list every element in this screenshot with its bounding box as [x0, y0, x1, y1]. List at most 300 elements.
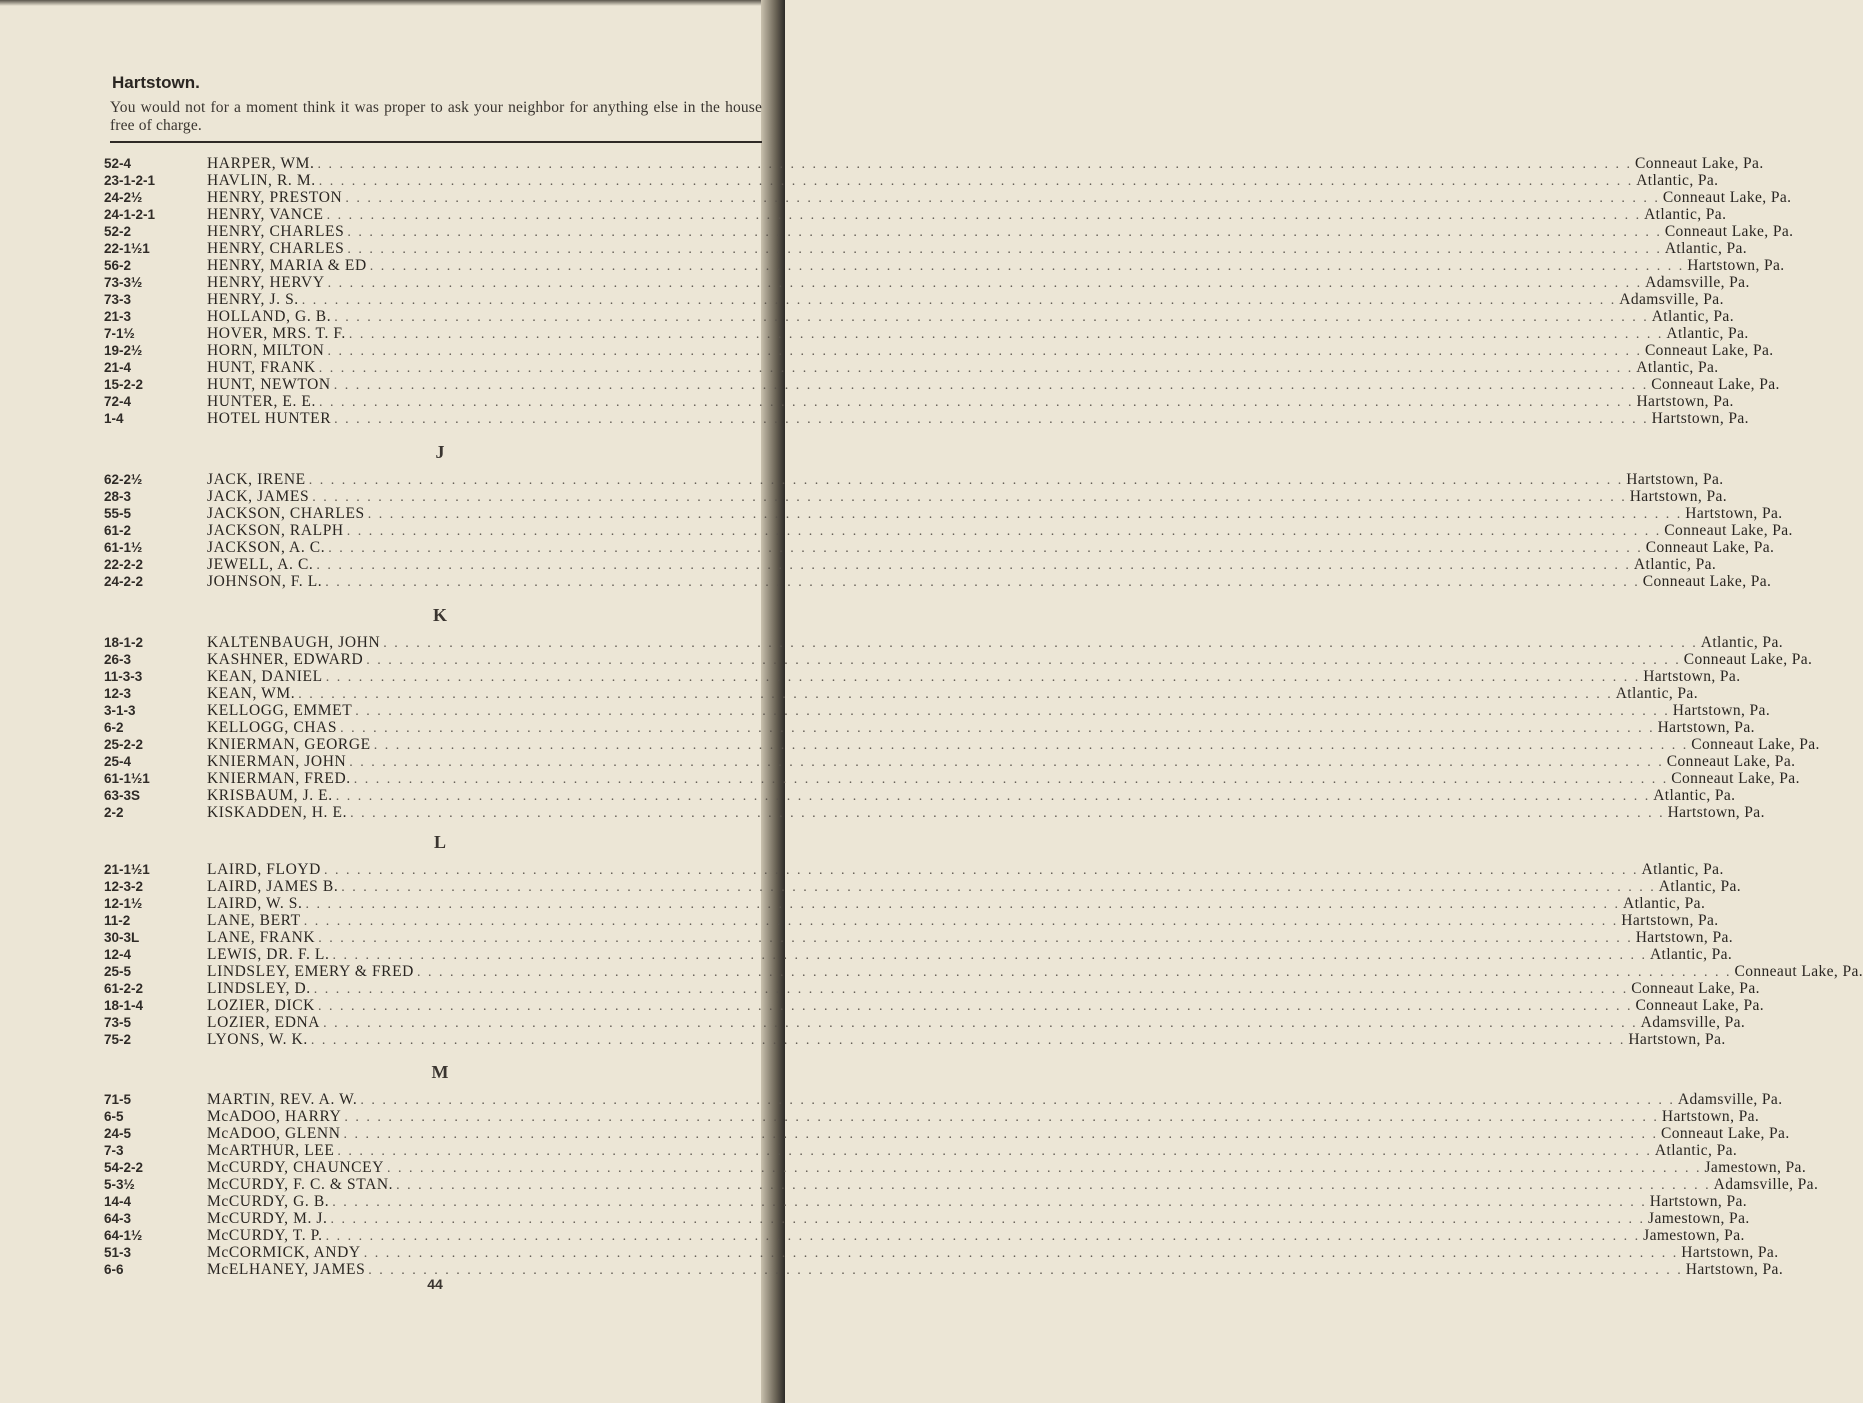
listing-place: Conneaut Lake, Pa.	[1644, 342, 1774, 359]
listing-name: JACK, IRENE	[207, 471, 306, 488]
listing-place: Jamestown, Pa.	[1648, 1210, 1750, 1227]
listing-name: KEAN, WM.	[207, 685, 296, 702]
listing-name: McCURDY, F. C. & STAN.	[207, 1176, 394, 1193]
listing-place: Hartstown, Pa.	[1643, 668, 1741, 685]
listing-row	[0, 155, 1764, 172]
leader-dots: . . . . . . . . . . . . . . . . . . . . . . . . . . . . . . . . . . . . . . . . . . . . . . . . . . . . . . . . . . . . . . . . . . . . . . . . . . . . . . . . . . . . . . . . . . . . . . . . . . . . . . . . . . . . . . . . . . . . . . . .	[373, 738, 1689, 753]
listing-code: 28-3	[104, 489, 132, 504]
listing-row	[0, 505, 1783, 522]
listing-place: Conneaut Lake, Pa.	[1661, 1125, 1790, 1142]
listing-name: McCORMICK, ANDY	[207, 1244, 361, 1261]
listing-code: 61-1½1	[104, 771, 150, 786]
leader-dots: . . . . . . . . . . . . . . . . . . . . . . . . . . . . . . . . . . . . . . . . . . . . . . . . . . . . . . . . . . . . . . . . . . . . . . . . . . . . . . . . . . . . . . . . . . . . . . . . . . . . . . . . . . . . . . . . . . . . . . . .	[312, 490, 1627, 505]
listing-name: LAIRD, W. S.	[207, 895, 303, 912]
listing-name-column	[207, 736, 1820, 753]
listing-row	[0, 376, 1780, 393]
listing-place: Conneaut Lake, Pa.	[1642, 573, 1772, 590]
listing-place: Conneaut Lake, Pa.	[1666, 753, 1796, 770]
leader-dots: . . . . . . . . . . . . . . . . . . . . . . . . . . . . . . . . . . . . . . . . . . . . . . . . . . . . . . . . . . . . . . . . . . . . . . . . . . . . . . . . . . . . . . . . . . . . . . . . . . . . . . . . . . . . . . . . . . . . . . . .	[343, 1127, 1659, 1142]
listing-code: 26-3	[104, 652, 132, 667]
listing-name: KASHNER, EDWARD	[207, 651, 364, 668]
listing-row	[0, 685, 1698, 702]
listing-name-column	[207, 980, 1760, 997]
listing-row	[0, 257, 1785, 274]
listing-name: HUNT, FRANK	[207, 359, 316, 376]
leader-dots: . . . . . . . . . . . . . . . . . . . . . . . . . . . . . . . . . . . . . . . . . . . . . . . . . . . . . . . . . . . . . . . . . . . . . . . . . . . . . . . . . . . . . . . . . . . . . . . . . . . . . . . . . . . . . . . . . . . . . . . .	[308, 473, 1624, 488]
listing-row	[0, 189, 1792, 206]
leader-dots: . . . . . . . . . . . . . . . . . . . . . . . . . . . . . . . . . . . . . . . . . . . . . . . . . . . . . . . . . . . . . . . . . . . . . . . . . . . . . . . . . . . . . . . . . . . . . . . . . . . . . . . . . . . . . . . . . . . . . . . .	[335, 789, 1651, 804]
listing-name: KELLOGG, CHAS	[207, 719, 338, 736]
listing-name: McCURDY, CHAUNCEY	[207, 1159, 384, 1176]
listing-name: JACKSON, RALPH	[207, 522, 344, 539]
listing-row	[0, 963, 1863, 980]
listing-name-column	[207, 257, 1785, 274]
listing-place: Hartstown, Pa.	[1629, 488, 1728, 505]
listing-place: Hartstown, Pa.	[1621, 912, 1719, 929]
listing-name: McCURDY, M. J.	[207, 1210, 328, 1227]
listing-row	[0, 1193, 1748, 1210]
listing-name-column	[207, 393, 1734, 410]
listing-place: Hartstown, Pa.	[1649, 1193, 1748, 1210]
listing-code: 22-2-2	[104, 557, 144, 572]
listing-place: Adamsville, Pa.	[1619, 291, 1724, 308]
listing-code: 22-1½1	[104, 241, 150, 256]
listing-place: Atlantic, Pa.	[1651, 308, 1734, 325]
leader-dots: . . . . . . . . . . . . . . . . . . . . . . . . . . . . . . . . . . . . . . . . . . . . . . . . . . . . . . . . . . . . . . . . . . . . . . . . . . . . . . . . . . . . . . . . . . . . . . . . . . . . . . . . . . . . . . . . . . . . . . . .	[318, 395, 1634, 410]
listing-name: LINDSLEY, D.	[207, 980, 311, 997]
listing-name-column	[207, 1091, 1783, 1108]
listing-name: McCURDY, T. P.	[207, 1227, 323, 1244]
listing-name: HENRY, MARIA & ED	[207, 257, 367, 274]
listing-name-column	[207, 1125, 1790, 1142]
listing-name: LANE, BERT	[207, 912, 301, 929]
listing-row	[0, 878, 1742, 895]
page-top-edge	[0, 0, 785, 6]
listing-code: 12-3-2	[104, 879, 144, 894]
listing-code: 6-5	[104, 1109, 124, 1124]
listing-name-column	[207, 172, 1719, 189]
listing-name: HUNT, NEWTON	[207, 376, 331, 393]
listing-name: HENRY, HERVY	[207, 274, 325, 291]
listing-code: 61-2	[104, 523, 132, 538]
listing-code: 52-4	[104, 156, 132, 171]
listing-name: LAIRD, FLOYD	[207, 861, 321, 878]
listing-name-column	[207, 1244, 1779, 1261]
listing-row	[0, 1227, 1745, 1244]
listing-row	[0, 929, 1734, 946]
leader-dots: . . . . . . . . . . . . . . . . . . . . . . . . . . . . . . . . . . . . . . . . . . . . . . . . . . . . . . . . . . . . . . . . . . . . . . . . . . . . . . . . . . . . . . . . . . . . . . . . . . . . . . . . . . . . . . . . . . . . . . . .	[369, 259, 1685, 274]
listing-row	[0, 1125, 1790, 1142]
listing-code: 54-2-2	[104, 1160, 144, 1175]
leader-dots: . . . . . . . . . . . . . . . . . . . . . . . . . . . . . . . . . . . . . . . . . . . . . . . . . . . . . . . . . . . . . . . . . . . . . . . . . . . . . . . . . . . . . . . . . . . . . . . . . . . . . . . . . . . . . . . . . . . . . . . .	[325, 670, 1641, 685]
listing-code: 25-4	[104, 754, 132, 769]
listing-place: Atlantic, Pa.	[1658, 878, 1742, 895]
listing-name: McARTHUR, LEE	[207, 1142, 335, 1159]
leader-dots: . . . . . . . . . . . . . . . . . . . . . . . . . . . . . . . . . . . . . . . . . . . . . . . . . . . . . . . . . . . . . . . . . . . . . . . . . . . . . . . . . . . . . . . . . . . . . . . . . . . . . . . . . . . . . . . . . . . . . . . .	[344, 1110, 1659, 1125]
listing-name-column	[207, 787, 1736, 804]
page-number: 44	[427, 1276, 443, 1292]
listing-row	[0, 539, 1775, 556]
listing-row	[0, 522, 1793, 539]
listing-name-column	[207, 308, 1734, 325]
listing-name: JACKSON, CHARLES	[207, 505, 365, 522]
listing-row	[0, 753, 1796, 770]
listing-name-column	[207, 376, 1780, 393]
listing-name: LEWIS, DR. F. L.	[207, 946, 330, 963]
listing-row	[0, 895, 1706, 912]
leader-dots: . . . . . . . . . . . . . . . . . . . . . . . . . . . . . . . . . . . . . . . . . . . . . . . . . . . . . . . . . . . . . . . . . . . . . . . . . . . . . . . . . . . . . . . . . . . . . . . . . . . . . . . . . . . . . . . . . . . . . . . .	[355, 704, 1670, 719]
leader-dots: . . . . . . . . . . . . . . . . . . . . . . . . . . . . . . . . . . . . . . . . . . . . . . . . . . . . . . . . . . . . . . . . . . . . . . . . . . . . . . . . . . . . . . . . . . . . . . . . . . . . . . . . . . . . . . . . . . . . . . . .	[386, 1161, 1702, 1176]
listing-place: Hartstown, Pa.	[1626, 471, 1724, 488]
listing-place: Atlantic, Pa.	[1633, 556, 1717, 573]
listing-row	[0, 980, 1760, 997]
listing-row	[0, 702, 1771, 719]
listing-place: Hartstown, Pa.	[1636, 393, 1734, 410]
listing-place: Hartstown, Pa.	[1685, 1261, 1784, 1278]
listing-name-column	[207, 651, 1813, 668]
listing-code: 73-5	[104, 1015, 132, 1030]
listing-name: McELHANEY, JAMES	[207, 1261, 366, 1278]
listing-name-column	[207, 488, 1728, 505]
listing-row	[0, 1210, 1750, 1227]
listing-name: HENRY, CHARLES	[207, 240, 345, 257]
listing-name-column	[207, 505, 1783, 522]
listing-name-column	[207, 963, 1863, 980]
listing-name-column	[207, 359, 1719, 376]
listing-code: 72-4	[104, 394, 132, 409]
listing-name-column	[207, 878, 1742, 895]
listing-code: 15-2-2	[104, 377, 144, 392]
leader-dots: . . . . . . . . . . . . . . . . . . . . . . . . . . . . . . . . . . . . . . . . . . . . . . . . . . . . . . . . . . . . . . . . . . . . . . . . . . . . . . . . . . . . . . . . . . . . . . . . . . . . . . . . . . . . . . . . . . . . . . . .	[301, 293, 1617, 308]
leader-dots: . . . . . . . . . . . . . . . . . . . . . . . . . . . . . . . . . . . . . . . . . . . . . . . . . . . . . . . . . . . . . . . . . . . . . . . . . . . . . . . . . . . . . . . . . . . . . . . . . . . . . . . . . . . . . . . . . . . . . . . .	[325, 575, 1640, 590]
listing-place: Hartstown, Pa.	[1657, 719, 1755, 736]
listing-code: 30-3L	[104, 930, 140, 945]
listing-name: HENRY, VANCE	[207, 206, 324, 223]
leader-dots: . . . . . . . . . . . . . . . . . . . . . . . . . . . . . . . . . . . . . . . . . . . . . . . . . . . . . . . . . . . . . . . . . . . . . . . . . . . . . . . . . . . . . . . . . . . . . . . . . . . . . . . . . . . . . . . . . . . . . . . .	[340, 721, 1655, 736]
listing-place: Atlantic, Pa.	[1700, 634, 1784, 651]
listing-name: HORN, MILTON	[207, 342, 325, 359]
listing-name-column	[207, 719, 1755, 736]
leader-dots: . . . . . . . . . . . . . . . . . . . . . . . . . . . . . . . . . . . . . . . . . . . . . . . . . . . . . . . . . . . . . . . . . . . . . . . . . . . . . . . . . . . . . . . . . . . . . . . . . . . . . . . . . . . . . . . . . . . . . . . .	[349, 755, 1664, 770]
listing-code: 2-2	[104, 805, 124, 820]
listing-name-column	[207, 522, 1793, 539]
listing-name-column	[207, 1142, 1738, 1159]
listing-row	[0, 573, 1772, 590]
listing-row	[0, 1091, 1783, 1108]
listing-name-column	[207, 861, 1724, 878]
listing-name-column	[207, 668, 1741, 685]
listing-name-column	[207, 770, 1800, 787]
listing-code: 23-1-2-1	[104, 173, 156, 188]
leader-dots: . . . . . . . . . . . . . . . . . . . . . . . . . . . . . . . . . . . . . . . . . . . . . . . . . . . . . . . . . . . . . . . . . . . . . . . . . . . . . . . . . . . . . . . . . . . . . . . . . . . . . . . . . . . . . . . . . . . . . . . .	[348, 327, 1664, 342]
listing-row	[0, 556, 1717, 573]
listing-code: 73-3	[104, 292, 132, 307]
listing-name: KRISBAUM, J. E.	[207, 787, 333, 804]
section-letter: L	[433, 832, 446, 852]
leader-dots: . . . . . . . . . . . . . . . . . . . . . . . . . . . . . . . . . . . . . . . . . . . . . . . . . . . . . . . . . . . . . . . . . . . . . . . . . . . . . . . . . . . . . . . . . . . . . . . . . . . . . . . . . . . . . . . . . . . . . . . .	[326, 208, 1642, 223]
listing-row	[0, 410, 1749, 427]
listing-place: Conneaut Lake, Pa.	[1635, 155, 1764, 172]
listing-row	[0, 997, 1765, 1014]
leader-dots: . . . . . . . . . . . . . . . . . . . . . . . . . . . . . . . . . . . . . . . . . . . . . . . . . . . . . . . . . . . . . . . . . . . . . . . . . . . . . . . . . . . . . . . . . . . . . . . . . . . . . . . . . . . . . . . . . . . . . . . .	[317, 999, 1633, 1014]
leader-dots: . . . . . . . . . . . . . . . . . . . . . . . . . . . . . . . . . . . . . . . . . . . . . . . . . . . . . . . . . . . . . . . . . . . . . . . . . . . . . . . . . . . . . . . . . . . . . . . . . . . . . . . . . . . . . . . . . . . . . . . .	[341, 880, 1656, 895]
listing-name-column	[207, 895, 1706, 912]
listing-name-column	[207, 1014, 1746, 1031]
listing-name: KNIERMAN, GEORGE	[207, 736, 371, 753]
listing-code: 6-2	[104, 720, 124, 735]
leader-dots: . . . . . . . . . . . . . . . . . . . . . . . . . . . . . . . . . . . . . . . . . . . . . . . . . . . . . . . . . . . . . . . . . . . . . . . . . . . . . . . . . . . . . . . . . . . . . . . . . . . . . . . . . . . . . . . . . . . . . . . .	[367, 507, 1683, 522]
leader-dots: . . . . . . . . . . . . . . . . . . . . . . . . . . . . . . . . . . . . . . . . . . . . . . . . . . . . . . . . . . . . . . . . . . . . . . . . . . . . . . . . . . . . . . . . . . . . . . . . . . . . . . . . . . . . . . . . . . . . . . . .	[366, 653, 1681, 668]
leader-dots: . . . . . . . . . . . . . . . . . . . . . . . . . . . . . . . . . . . . . . . . . . . . . . . . . . . . . . . . . . . . . . . . . . . . . . . . . . . . . . . . . . . . . . . . . . . . . . . . . . . . . . . . . . . . . . . . . . . . . . . .	[350, 806, 1665, 821]
listing-row	[0, 488, 1728, 505]
leader-dots: . . . . . . . . . . . . . . . . . . . . . . . . . . . . . . . . . . . . . . . . . . . . . . . . . . . . . . . . . . . . . . . . . . . . . . . . . . . . . . . . . . . . . . . . . . . . . . . . . . . . . . . . . . . . . . . . . . . . . . . .	[327, 344, 1642, 359]
section-letter: M	[431, 1062, 449, 1082]
listing-code: 12-1½	[104, 896, 143, 911]
listing-place: Jamestown, Pa.	[1643, 1227, 1745, 1244]
listing-name-column	[207, 912, 1719, 929]
listing-place: Atlantic, Pa.	[1666, 325, 1749, 342]
listing-code: 25-2-2	[104, 737, 144, 752]
listing-place: Jamestown, Pa.	[1704, 1159, 1807, 1176]
listing-name: JEWELL, A. C.	[207, 556, 314, 573]
listing-place: Conneaut Lake, Pa.	[1645, 539, 1775, 556]
listing-code: 71-5	[104, 1092, 132, 1107]
leader-dots: . . . . . . . . . . . . . . . . . . . . . . . . . . . . . . . . . . . . . . . . . . . . . . . . . . . . . . . . . . . . . . . . . . . . . . . . . . . . . . . . . . . . . . . . . . . . . . . . . . . . . . . . . . . . . . . . . . . . . . . .	[327, 276, 1643, 291]
leader-dots: . . . . . . . . . . . . . . . . . . . . . . . . . . . . . . . . . . . . . . . . . . . . . . . . . . . . . . . . . . . . . . . . . . . . . . . . . . . . . . . . . . . . . . . . . . . . . . . . . . . . . . . . . . . . . . . . . . . . . . . .	[313, 982, 1629, 997]
leader-dots: . . . . . . . . . . . . . . . . . . . . . . . . . . . . . . . . . . . . . . . . . . . . . . . . . . . . . . . . . . . . . . . . . . . . . . . . . . . . . . . . . . . . . . . . . . . . . . . . . . . . . . . . . . . . . . . . . . . . . . . .	[318, 361, 1634, 376]
listing-place: Conneaut Lake, Pa.	[1683, 651, 1813, 668]
listing-name-column	[207, 573, 1772, 590]
listing-place: Atlantic, Pa.	[1636, 359, 1719, 376]
listing-name-column	[207, 929, 1734, 946]
leader-dots: . . . . . . . . . . . . . . . . . . . . . . . . . . . . . . . . . . . . . . . . . . . . . . . . . . . . . . . . . . . . . . . . . . . . . . . . . . . . . . . . . . . . . . . . . . . . . . . . . . . . . . . . . . . . . . . . . . . . . . . .	[323, 863, 1639, 878]
listing-place: Hartstown, Pa.	[1628, 1031, 1726, 1048]
listing-name: KISKADDEN, H. E.	[207, 804, 348, 821]
listing-code: 14-4	[104, 1194, 132, 1209]
listing-code: 25-5	[104, 964, 132, 979]
listing-row	[0, 1031, 1726, 1048]
listing-code: 64-1½	[104, 1228, 143, 1243]
listing-name-column	[207, 223, 1794, 240]
listing-place: Conneaut Lake, Pa.	[1664, 522, 1793, 539]
leader-dots: . . . . . . . . . . . . . . . . . . . . . . . . . . . . . . . . . . . . . . . . . . . . . . . . . . . . . . . . . . . . . . . . . . . . . . . . . . . . . . . . . . . . . . . . . . . . . . . . . . . . . . . . . . . . . . . . . . . . . . . .	[333, 378, 1649, 393]
listing-name: JOHNSON, F. L.	[207, 573, 323, 590]
listing-code: 21-1½1	[104, 862, 150, 877]
listing-place: Hartstown, Pa.	[1667, 804, 1765, 821]
listing-place: Hartstown, Pa.	[1635, 929, 1734, 946]
listing-row	[0, 1176, 1819, 1193]
section-letter: J	[435, 442, 445, 462]
listing-name: KEAN, DANIEL	[207, 668, 323, 685]
listing-name-column	[207, 702, 1771, 719]
listing-name-column	[207, 1210, 1750, 1227]
listing-name: McCURDY, G. B.	[207, 1193, 330, 1210]
listing-place: Adamsville, Pa.	[1645, 274, 1750, 291]
listing-row	[0, 804, 1765, 821]
leader-dots: . . . . . . . . . . . . . . . . . . . . . . . . . . . . . . . . . . . . . . . . . . . . . . . . . . . . . . . . . . . . . . . . . . . . . . . . . . . . . . . . . . . . . . . . . . . . . . . . . . . . . . . . . . . . . . . . . . . . . . . .	[330, 1212, 1646, 1227]
listing-name-column	[207, 189, 1792, 206]
leader-dots: . . . . . . . . . . . . . . . . . . . . . . . . . . . . . . . . . . . . . . . . . . . . . . . . . . . . . . . . . . . . . . . . . . . . . . . . . . . . . . . . . . . . . . . . . . . . . . . . . . . . . . . . . . . . . . . . . . . . . . . .	[368, 1263, 1683, 1278]
listing-place: Hartstown, Pa.	[1672, 702, 1771, 719]
leader-dots: . . . . . . . . . . . . . . . . . . . . . . . . . . . . . . . . . . . . . . . . . . . . . . . . . . . . . . . . . . . . . . . . . . . . . . . . . . . . . . . . . . . . . . . . . . . . . . . . . . . . . . . . . . . . . . . . . . . . . . . .	[383, 636, 1698, 651]
notice-text: You would not for a moment think it was proper to ask your neighbor for anything else in the house free of charge.	[110, 99, 762, 134]
leader-dots: . . . . . . . . . . . . . . . . . . . . . . . . . . . . . . . . . . . . . . . . . . . . . . . . . . . . . . . . . . . . . . . . . . . . . . . . . . . . . . . . . . . . . . . . . . . . . . . . . . . . . . . . . . . . . . . . . . . . . . . .	[416, 965, 1732, 980]
listing-row	[0, 240, 1748, 257]
listing-place: Atlantic, Pa.	[1636, 172, 1719, 189]
listing-code: 12-4	[104, 947, 132, 962]
listing-code: 55-5	[104, 506, 132, 521]
listing-name: LAIRD, JAMES B.	[207, 878, 339, 895]
section-letter: K	[432, 605, 447, 625]
listing-name: KALTENBAUGH, JOHN	[207, 634, 381, 651]
listing-row	[0, 668, 1741, 685]
listing-code: 21-4	[104, 360, 132, 375]
listing-name: KELLOGG, EMMET	[207, 702, 353, 719]
listing-name: JACKSON, A. C.	[207, 539, 326, 556]
listing-place: Conneaut Lake, Pa.	[1664, 223, 1794, 240]
listing-name: HOLLAND, G. B.	[207, 308, 332, 325]
leader-dots: . . . . . . . . . . . . . . . . . . . . . . . . . . . . . . . . . . . . . . . . . . . . . . . . . . . . . . . . . . . . . . . . . . . . . . . . . . . . . . . . . . . . . . . . . . . . . . . . . . . . . . . . . . . . . . . . . . . . . . . .	[318, 174, 1634, 189]
listing-row	[0, 1142, 1738, 1159]
listing-place: Atlantic, Pa.	[1649, 946, 1733, 963]
listing-place: Conneaut Lake, Pa.	[1734, 963, 1863, 980]
listing-name: HAVLIN, R. M.	[207, 172, 316, 189]
leader-dots: . . . . . . . . . . . . . . . . . . . . . . . . . . . . . . . . . . . . . . . . . . . . . . . . . . . . . . . . . . . . . . . . . . . . . . . . . . . . . . . . . . . . . . . . . . . . . . . . . . . . . . . . . . . . . . . . . . . . . . . .	[332, 1195, 1647, 1210]
listing-code: 75-2	[104, 1032, 132, 1047]
listing-row	[0, 861, 1724, 878]
leader-dots: . . . . . . . . . . . . . . . . . . . . . . . . . . . . . . . . . . . . . . . . . . . . . . . . . . . . . . . . . . . . . . . . . . . . . . . . . . . . . . . . . . . . . . . . . . . . . . . . . . . . . . . . . . . . . . . . . . . . . . . .	[305, 897, 1620, 912]
listing-name: LOZIER, EDNA	[207, 1014, 321, 1031]
listing-place: Conneaut Lake, Pa.	[1691, 736, 1820, 753]
leader-dots: . . . . . . . . . . . . . . . . . . . . . . . . . . . . . . . . . . . . . . . . . . . . . . . . . . . . . . . . . . . . . . . . . . . . . . . . . . . . . . . . . . . . . . . . . . . . . . . . . . . . . . . . . . . . . . . . . . . . . . . .	[334, 310, 1649, 325]
listing-place: Hartstown, Pa.	[1651, 410, 1749, 427]
listing-row	[0, 223, 1794, 240]
listing-place: Conneaut Lake, Pa.	[1671, 770, 1800, 787]
listing-name: HUNTER, E. E.	[207, 393, 316, 410]
listing-code: 21-3	[104, 309, 132, 324]
listing-name-column	[207, 274, 1750, 291]
listing-place: Atlantic, Pa.	[1653, 787, 1736, 804]
listing-code: 5-3½	[104, 1177, 135, 1192]
header-rule	[110, 141, 762, 143]
listing-place: Adamsville, Pa.	[1640, 1014, 1746, 1031]
listing-code: 11-2	[104, 913, 131, 928]
listing-code: 1-4	[104, 411, 124, 426]
listing-name-column	[207, 1031, 1726, 1048]
listing-name-column	[207, 342, 1774, 359]
leader-dots: . . . . . . . . . . . . . . . . . . . . . . . . . . . . . . . . . . . . . . . . . . . . . . . . . . . . . . . . . . . . . . . . . . . . . . . . . . . . . . . . . . . . . . . . . . . . . . . . . . . . . . . . . . . . . . . . . . . . . . . .	[332, 948, 1647, 963]
listing-code: 56-2	[104, 258, 132, 273]
listing-place: Conneaut Lake, Pa.	[1635, 997, 1765, 1014]
listing-name: HENRY, PRESTON	[207, 189, 343, 206]
listing-code: 52-2	[104, 224, 132, 239]
listing-row	[0, 393, 1734, 410]
listing-name: HARPER, WM.	[207, 155, 315, 172]
listing-place: Conneaut Lake, Pa.	[1662, 189, 1792, 206]
listing-name-column	[207, 946, 1733, 963]
listing-code: 24-2-2	[104, 574, 144, 589]
listing-place: Adamsville, Pa.	[1677, 1091, 1783, 1108]
listing-row	[0, 1108, 1760, 1125]
listing-code: 64-3	[104, 1211, 132, 1226]
listing-code: 73-3½	[104, 275, 143, 290]
listing-code: 7-1½	[104, 326, 135, 341]
listing-name: HENRY, CHARLES	[207, 223, 345, 240]
leader-dots: . . . . . . . . . . . . . . . . . . . . . . . . . . . . . . . . . . . . . . . . . . . . . . . . . . . . . . . . . . . . . . . . . . . . . . . . . . . . . . . . . . . . . . . . . . . . . . . . . . . . . . . . . . . . . . . . . . . . . . . .	[363, 1246, 1679, 1261]
listing-code: 24-1-2-1	[104, 207, 156, 222]
listing-place: Atlantic, Pa.	[1664, 240, 1748, 257]
listing-place: Atlantic, Pa.	[1641, 861, 1724, 878]
listing-row	[0, 634, 1784, 651]
leader-dots: . . . . . . . . . . . . . . . . . . . . . . . . . . . . . . . . . . . . . . . . . . . . . . . . . . . . . . . . . . . . . . . . . . . . . . . . . . . . . . . . . . . . . . . . . . . . . . . . . . . . . . . . . . . . . . . . . . . . . . . .	[310, 1033, 1626, 1048]
listing-row	[0, 325, 1749, 342]
listing-name-column	[207, 1227, 1745, 1244]
leader-dots: . . . . . . . . . . . . . . . . . . . . . . . . . . . . . . . . . . . . . . . . . . . . . . . . . . . . . . . . . . . . . . . . . . . . . . . . . . . . . . . . . . . . . . . . . . . . . . . . . . . . . . . . . . . . . . . . . . . . . . . .	[318, 931, 1633, 946]
leader-dots: . . . . . . . . . . . . . . . . . . . . . . . . . . . . . . . . . . . . . . . . . . . . . . . . . . . . . . . . . . . . . . . . . . . . . . . . . . . . . . . . . . . . . . . . . . . . . . . . . . . . . . . . . . . . . . . . . . . . . . . .	[337, 1144, 1652, 1159]
leader-dots: . . . . . . . . . . . . . . . . . . . . . . . . . . . . . . . . . . . . . . . . . . . . . . . . . . . . . . . . . . . . . . . . . . . . . . . . . . . . . . . . . . . . . . . . . . . . . . . . . . . . . . . . . . . . . . . . . . . . . . . .	[303, 914, 1619, 929]
listing-code: 24-2½	[104, 190, 143, 205]
leader-dots: . . . . . . . . . . . . . . . . . . . . . . . . . . . . . . . . . . . . . . . . . . . . . . . . . . . . . . . . . . . . . . . . . . . . . . . . . . . . . . . . . . . . . . . . . . . . . . . . . . . . . . . . . . . . . . . . . . . . . . . .	[325, 1229, 1641, 1244]
listing-row	[0, 274, 1750, 291]
listing-row	[0, 1159, 1807, 1176]
listing-code: 63-3S	[104, 788, 141, 803]
listing-code: 19-2½	[104, 343, 143, 358]
listing-name: JACK, JAMES	[207, 488, 310, 505]
listing-code: 62-2½	[104, 472, 143, 487]
listing-row	[0, 651, 1813, 668]
listing-row	[0, 1014, 1746, 1031]
listing-name-column	[207, 997, 1765, 1014]
leader-dots: . . . . . . . . . . . . . . . . . . . . . . . . . . . . . . . . . . . . . . . . . . . . . . . . . . . . . . . . . . . . . . . . . . . . . . . . . . . . . . . . . . . . . . . . . . . . . . . . . . . . . . . . . . . . . . . . . . . . . . . .	[334, 412, 1649, 427]
listing-name: HOVER, MRS. T. F.	[207, 325, 346, 342]
leader-dots: . . . . . . . . . . . . . . . . . . . . . . . . . . . . . . . . . . . . . . . . . . . . . . . . . . . . . . . . . . . . . . . . . . . . . . . . . . . . . . . . . . . . . . . . . . . . . . . . . . . . . . . . . . . . . . . . . . . . . . . .	[396, 1178, 1711, 1193]
listing-place: Atlantic, Pa.	[1615, 685, 1698, 702]
listing-name-column	[207, 325, 1749, 342]
listing-row	[0, 206, 1727, 223]
listing-row	[0, 912, 1719, 929]
listing-row	[0, 946, 1733, 963]
listing-place: Adamsville, Pa.	[1713, 1176, 1819, 1193]
leader-dots: . . . . . . . . . . . . . . . . . . . . . . . . . . . . . . . . . . . . . . . . . . . . . . . . . . . . . . . . . . . . . . . . . . . . . . . . . . . . . . . . . . . . . . . . . . . . . . . . . . . . . . . . . . . . . . . . . . . . . . . .	[298, 687, 1613, 702]
listing-code: 18-1-2	[104, 635, 144, 650]
listing-code: 61-1½	[104, 540, 143, 555]
listing-place: Conneaut Lake, Pa.	[1631, 980, 1760, 997]
listing-code: 18-1-4	[104, 998, 144, 1013]
listing-name-column	[207, 753, 1796, 770]
leader-dots: . . . . . . . . . . . . . . . . . . . . . . . . . . . . . . . . . . . . . . . . . . . . . . . . . . . . . . . . . . . . . . . . . . . . . . . . . . . . . . . . . . . . . . . . . . . . . . . . . . . . . . . . . . . . . . . . . . . . . . . .	[360, 1093, 1675, 1108]
listing-name: McADOO, HARRY	[207, 1108, 342, 1125]
listing-name-column	[207, 1159, 1807, 1176]
listing-name-column	[207, 804, 1765, 821]
listing-place: Atlantic, Pa.	[1622, 895, 1706, 912]
listing-row	[0, 342, 1774, 359]
page-title: Hartstown.	[112, 73, 200, 92]
listing-name: LINDSLEY, EMERY & FRED	[207, 963, 414, 980]
listing-name-column	[207, 634, 1784, 651]
listing-name-column	[207, 539, 1775, 556]
listing-place: Atlantic, Pa.	[1644, 206, 1727, 223]
leader-dots: . . . . . . . . . . . . . . . . . . . . . . . . . . . . . . . . . . . . . . . . . . . . . . . . . . . . . . . . . . . . . . . . . . . . . . . . . . . . . . . . . . . . . . . . . . . . . . . . . . . . . . . . . . . . . . . . . . . . . . . .	[347, 225, 1662, 240]
listing-name-column	[207, 556, 1717, 573]
listing-code: 12-3	[104, 686, 132, 701]
listing-code: 61-2-2	[104, 981, 144, 996]
listing-name: MARTIN, REV. A. W.	[207, 1091, 358, 1108]
listing-row	[0, 172, 1719, 189]
listing-name-column	[207, 1193, 1748, 1210]
leader-dots: . . . . . . . . . . . . . . . . . . . . . . . . . . . . . . . . . . . . . . . . . . . . . . . . . . . . . . . . . . . . . . . . . . . . . . . . . . . . . . . . . . . . . . . . . . . . . . . . . . . . . . . . . . . . . . . . . . . . . . . .	[317, 157, 1633, 172]
leader-dots: . . . . . . . . . . . . . . . . . . . . . . . . . . . . . . . . . . . . . . . . . . . . . . . . . . . . . . . . . . . . . . . . . . . . . . . . . . . . . . . . . . . . . . . . . . . . . . . . . . . . . . . . . . . . . . . . . . . . . . . .	[323, 1016, 1638, 1031]
listing-code: 11-3-3	[104, 669, 143, 684]
